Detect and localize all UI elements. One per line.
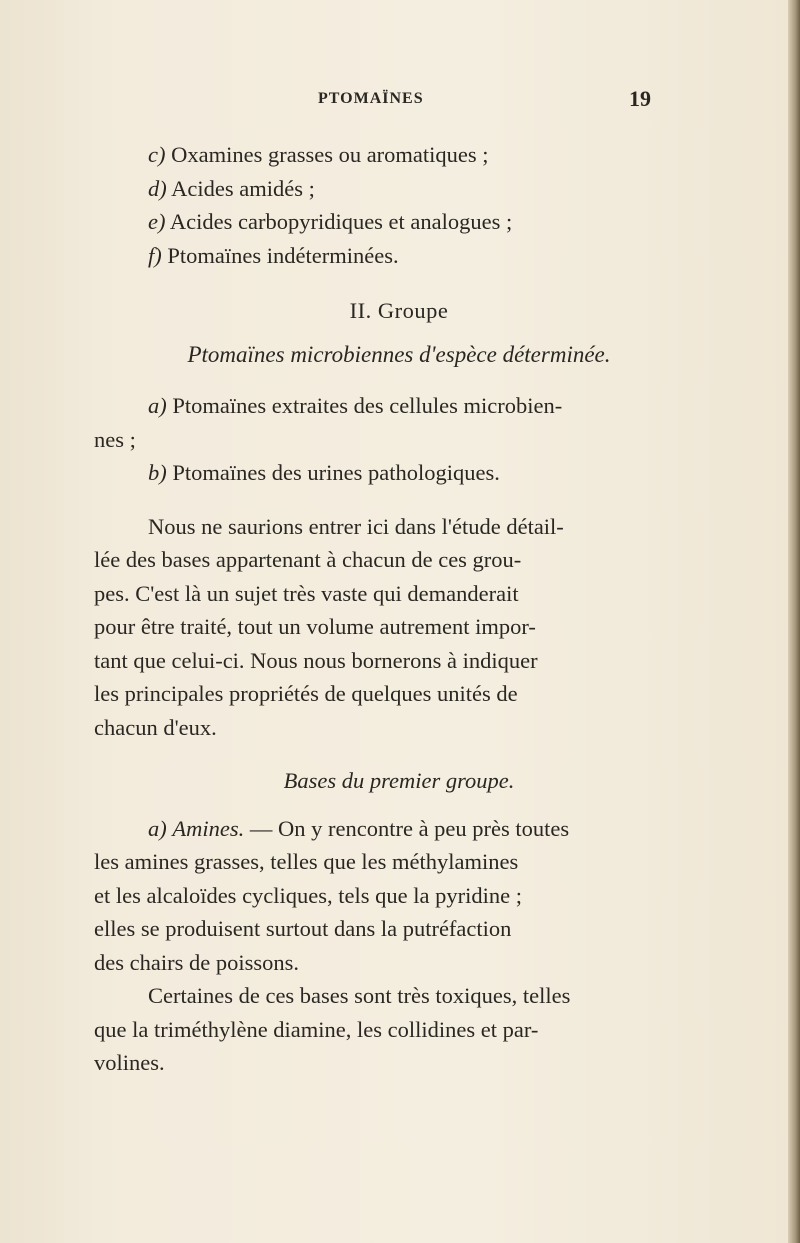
list-item <box>94 172 704 206</box>
paragraph-1 <box>94 510 704 745</box>
list-item <box>94 456 704 490</box>
page-edge <box>788 0 800 1243</box>
list-letter: e) <box>148 209 166 234</box>
text-line: Certaines de ces bases sont très toxiques, telles <box>148 983 571 1008</box>
list-letter: b) <box>148 460 167 485</box>
page-number: 19 <box>629 86 651 111</box>
list-letter: c) <box>148 142 166 167</box>
list-letter: d) <box>148 175 167 201</box>
list-item <box>94 138 704 172</box>
text-line: et les alcaloïdes cycliques, tels que la pyridine ; <box>94 882 522 908</box>
text-line: chacun d'eux. <box>94 714 217 740</box>
list-text: Ptomaïnes extraites des cellules microbien- <box>172 393 563 418</box>
amines-lead: — On y rencontre à peu près toutes <box>244 815 570 841</box>
list-item-continuation: nes ; <box>94 426 136 452</box>
list-letter: f) <box>148 242 162 268</box>
list-item <box>94 239 704 273</box>
amines-paragraph <box>94 812 704 980</box>
list-text: Oxamines grasses ou aromatiques ; <box>171 142 489 167</box>
text-line: pour être traité, tout un volume autrement impor- <box>94 614 536 639</box>
list-text: Acides carbopyridiques et analogues ; <box>169 209 513 234</box>
list-text: Acides amidés ; <box>171 175 315 201</box>
running-title: PTOMAÏNES <box>318 90 424 107</box>
text-line: lée des bases appartenant à chacun de ces grou- <box>94 547 522 572</box>
text-line: des chairs de poissons. <box>94 949 299 975</box>
text-line: les amines grasses, telles que les méthylamines <box>94 849 519 874</box>
page-header <box>0 86 800 116</box>
paragraph-2 <box>94 979 704 1080</box>
text-line <box>94 812 704 846</box>
amines-term: Amines. <box>172 815 245 841</box>
section-heading: Bases du premier groupe. <box>283 768 515 793</box>
amines-letter: a) <box>148 815 167 841</box>
list-letter: a) <box>148 393 167 418</box>
list-text: Ptomaïnes des urines pathologiques. <box>172 460 500 485</box>
page-body <box>94 138 704 1080</box>
text-line: volines. <box>94 1050 165 1075</box>
list-item <box>94 389 704 423</box>
group-subtitle: Ptomaïnes microbiennes d'espèce déterminée. <box>187 341 611 367</box>
list-item <box>94 205 704 239</box>
list-text: Ptomaïnes indéterminées. <box>167 242 399 268</box>
text-line: que la triméthylène diamine, les collidines et par- <box>94 1016 539 1042</box>
text-line: pes. C'est là un sujet très vaste qui demanderait <box>94 580 519 606</box>
text-line: Nous ne saurions entrer ici dans l'étude détail- <box>148 513 564 539</box>
text-line: tant que celui-ci. Nous nous bornerons à indiquer <box>94 647 538 673</box>
text-line: les principales propriétés de quelques unités de <box>94 681 518 706</box>
text-line: elles se produisent surtout dans la putréfaction <box>94 916 512 941</box>
group-heading: II. Groupe <box>349 298 449 323</box>
